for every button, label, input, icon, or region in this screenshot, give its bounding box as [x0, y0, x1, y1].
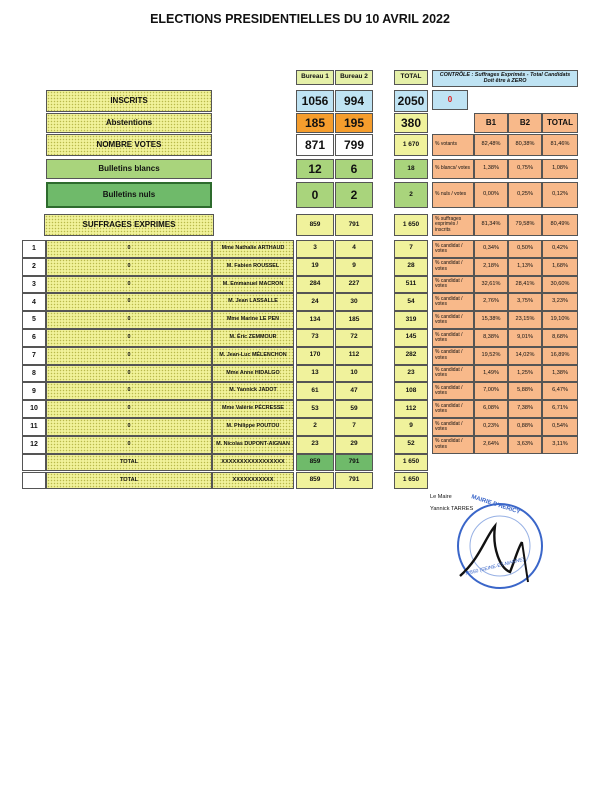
candidate-bureau1: 73	[296, 329, 334, 347]
total-total: 1 650	[394, 472, 428, 489]
candidate-number: 12	[22, 436, 46, 454]
total-label: TOTAL	[46, 472, 212, 489]
candidate-bureau2: 10	[335, 365, 373, 383]
pct-b1: 1,38%	[474, 159, 508, 179]
candidate-bureau2: 30	[335, 293, 373, 311]
candidate-name: M. Yannick JADOT	[212, 382, 294, 400]
candidate-zero: 0	[46, 365, 212, 383]
candidate-bureau1: 13	[296, 365, 334, 383]
pct-b1: 81,34%	[474, 214, 508, 236]
controle-box: CONTRÔLE : Suffrages Exprimés - Total Candidats Doit être à ZERO	[432, 70, 578, 87]
candidate-pct-label: % candidat / votes	[432, 276, 474, 294]
candidate-pct-label: % candidat / votes	[432, 311, 474, 329]
candidate-pct-total: 1,68%	[542, 258, 578, 276]
candidate-pct-b2: 0,88%	[508, 418, 542, 436]
total-bureau2: 791	[335, 472, 373, 489]
pct-total: 80,49%	[542, 214, 578, 236]
candidate-pct-b1: 0,34%	[474, 240, 508, 258]
candidate-zero: 0	[46, 258, 212, 276]
candidate-total: 23	[394, 365, 428, 383]
candidate-name: M. Emmanuel MACRON	[212, 276, 294, 294]
candidate-total: 28	[394, 258, 428, 276]
summary-label: INSCRITS	[46, 90, 212, 112]
candidate-bureau1: 61	[296, 382, 334, 400]
pct-header-total: TOTAL	[542, 113, 578, 133]
candidate-pct-label: % candidat / votes	[432, 365, 474, 383]
total-blank	[22, 454, 46, 471]
candidate-total: 112	[394, 400, 428, 418]
candidate-pct-total: 6,71%	[542, 400, 578, 418]
candidate-zero: 0	[46, 400, 212, 418]
candidate-pct-b2: 1,25%	[508, 365, 542, 383]
candidate-bureau1: 3	[296, 240, 334, 258]
candidate-name: M. Nicolas DUPONT-AIGNAN	[212, 436, 294, 454]
candidate-bureau2: 7	[335, 418, 373, 436]
candidate-name: Mme Marine LE PEN	[212, 311, 294, 329]
candidate-pct-b1: 8,38%	[474, 329, 508, 347]
summary-total: 2	[394, 182, 428, 208]
summary-total: 1 670	[394, 134, 428, 156]
candidate-pct-b1: 2,64%	[474, 436, 508, 454]
summary-bureau1: 859	[296, 214, 334, 236]
candidate-zero: 0	[46, 311, 212, 329]
pct-b1: 82,48%	[474, 134, 508, 156]
controle-value: 0	[432, 90, 468, 110]
candidate-name: Mme Nathalie ARTHAUD	[212, 240, 294, 258]
summary-total: 18	[394, 159, 428, 179]
candidate-pct-b1: 2,18%	[474, 258, 508, 276]
candidate-number: 2	[22, 258, 46, 276]
pct-header-b1: B1	[474, 113, 508, 133]
candidate-bureau2: 59	[335, 400, 373, 418]
summary-bureau2: 799	[335, 134, 373, 156]
pct-b2: 79,58%	[508, 214, 542, 236]
mayor-role: Le Maire	[430, 494, 452, 500]
summary-total: 380	[394, 113, 428, 133]
candidate-pct-total: 6,47%	[542, 382, 578, 400]
pct-total: 81,46%	[542, 134, 578, 156]
summary-bureau2: 994	[335, 90, 373, 112]
candidate-pct-b1: 19,52%	[474, 347, 508, 365]
pct-total: 0,12%	[542, 182, 578, 208]
candidate-name: M. Jean LASSALLE	[212, 293, 294, 311]
summary-bureau1: 0	[296, 182, 334, 208]
candidate-bureau1: 134	[296, 311, 334, 329]
mayor-name: Yannick TARRES	[430, 506, 474, 512]
candidate-bureau1: 19	[296, 258, 334, 276]
candidate-total: 108	[394, 382, 428, 400]
pct-b2: 80,38%	[508, 134, 542, 156]
candidate-total: 145	[394, 329, 428, 347]
candidate-number: 11	[22, 418, 46, 436]
candidate-pct-label: % candidat / votes	[432, 347, 474, 365]
candidate-pct-label: % candidat / votes	[432, 240, 474, 258]
candidate-pct-label: % candidat / votes	[432, 400, 474, 418]
candidate-bureau1: 284	[296, 276, 334, 294]
candidate-pct-total: 1,38%	[542, 365, 578, 383]
candidate-pct-b1: 6,08%	[474, 400, 508, 418]
summary-label: Bulletins blancs	[46, 159, 212, 179]
total-x: XXXXXXXXXXXXXXXXX	[212, 454, 294, 471]
total-bureau1: 859	[296, 472, 334, 489]
candidate-pct-label: % candidat / votes	[432, 382, 474, 400]
candidate-zero: 0	[46, 347, 212, 365]
summary-bureau1: 12	[296, 159, 334, 179]
candidate-number: 5	[22, 311, 46, 329]
summary-bureau2: 6	[335, 159, 373, 179]
candidate-total: 52	[394, 436, 428, 454]
candidate-pct-b2: 7,38%	[508, 400, 542, 418]
candidate-bureau2: 227	[335, 276, 373, 294]
page-title: ELECTIONS PRESIDENTIELLES DU 10 AVRIL 2022	[150, 12, 450, 26]
candidate-pct-label: % candidat / votes	[432, 293, 474, 311]
summary-label: Abstentions	[46, 113, 212, 133]
candidate-pct-b2: 5,88%	[508, 382, 542, 400]
candidate-pct-b2: 0,50%	[508, 240, 542, 258]
summary-label: SUFFRAGES EXPRIMES	[44, 214, 214, 236]
candidate-bureau2: 4	[335, 240, 373, 258]
candidate-pct-label: % candidat / votes	[432, 258, 474, 276]
candidate-zero: 0	[46, 276, 212, 294]
candidate-bureau1: 24	[296, 293, 334, 311]
header-bureau1: Bureau 1	[296, 70, 334, 85]
candidate-total: 7	[394, 240, 428, 258]
pct-label: % nuls / votes	[432, 182, 474, 208]
summary-total: 2050	[394, 90, 428, 112]
stamp-code: 77850 (SEINE-ET-MARNE)	[464, 556, 525, 578]
candidate-bureau2: 72	[335, 329, 373, 347]
candidate-bureau2: 47	[335, 382, 373, 400]
summary-bureau1: 1056	[296, 90, 334, 112]
candidate-name: M. Éric ZEMMOUR	[212, 329, 294, 347]
pct-b2: 0,75%	[508, 159, 542, 179]
candidate-bureau1: 170	[296, 347, 334, 365]
candidate-pct-b2: 9,01%	[508, 329, 542, 347]
candidate-name: M. Fabien ROUSSEL	[212, 258, 294, 276]
summary-label: NOMBRE VOTES	[46, 134, 212, 156]
candidate-number: 3	[22, 276, 46, 294]
summary-bureau2: 2	[335, 182, 373, 208]
candidate-pct-total: 30,60%	[542, 276, 578, 294]
total-bureau1: 859	[296, 454, 334, 471]
pct-b1: 0,00%	[474, 182, 508, 208]
pct-label: % suffrages exprimés / inscrits	[432, 214, 474, 236]
candidate-name: M. Philippe POUTOU	[212, 418, 294, 436]
candidate-zero: 0	[46, 329, 212, 347]
candidate-total: 282	[394, 347, 428, 365]
total-blank	[22, 472, 46, 489]
candidate-number: 4	[22, 293, 46, 311]
summary-bureau1: 185	[296, 113, 334, 133]
candidate-pct-b1: 15,38%	[474, 311, 508, 329]
summary-total: 1 650	[394, 214, 428, 236]
candidate-bureau1: 23	[296, 436, 334, 454]
candidate-total: 9	[394, 418, 428, 436]
candidate-zero: 0	[46, 293, 212, 311]
candidate-pct-total: 3,11%	[542, 436, 578, 454]
candidate-pct-total: 19,10%	[542, 311, 578, 329]
header-total: TOTAL	[394, 70, 428, 85]
candidate-bureau1: 2	[296, 418, 334, 436]
candidate-bureau2: 185	[335, 311, 373, 329]
candidate-pct-b2: 23,15%	[508, 311, 542, 329]
candidate-pct-total: 3,23%	[542, 293, 578, 311]
candidate-pct-label: % candidat / votes	[432, 436, 474, 454]
candidate-number: 6	[22, 329, 46, 347]
candidate-pct-b1: 2,76%	[474, 293, 508, 311]
summary-bureau2: 195	[335, 113, 373, 133]
signature-block	[420, 490, 580, 600]
candidate-zero: 0	[46, 382, 212, 400]
pct-label: % votants	[432, 134, 474, 156]
candidate-name: Mme Anne HIDALGO	[212, 365, 294, 383]
total-bureau2: 791	[335, 454, 373, 471]
candidate-pct-label: % candidat / votes	[432, 329, 474, 347]
candidate-bureau2: 29	[335, 436, 373, 454]
candidate-pct-b2: 1,13%	[508, 258, 542, 276]
candidate-pct-label: % candidat / votes	[432, 418, 474, 436]
candidate-number: 1	[22, 240, 46, 258]
candidate-total: 319	[394, 311, 428, 329]
candidate-bureau2: 9	[335, 258, 373, 276]
candidate-pct-b2: 28,41%	[508, 276, 542, 294]
summary-bureau2: 791	[335, 214, 373, 236]
stamp-text: MAIRIE D'HERICY	[470, 494, 521, 516]
candidate-pct-b1: 1,49%	[474, 365, 508, 383]
candidate-bureau2: 112	[335, 347, 373, 365]
summary-bureau1: 871	[296, 134, 334, 156]
candidate-pct-b2: 3,75%	[508, 293, 542, 311]
candidate-bureau1: 53	[296, 400, 334, 418]
candidate-total: 511	[394, 276, 428, 294]
candidate-pct-total: 0,42%	[542, 240, 578, 258]
candidate-pct-b1: 32,61%	[474, 276, 508, 294]
candidate-number: 7	[22, 347, 46, 365]
candidate-number: 8	[22, 365, 46, 383]
candidate-zero: 0	[46, 418, 212, 436]
header-bureau2: Bureau 2	[335, 70, 373, 85]
candidate-zero: 0	[46, 240, 212, 258]
candidate-pct-total: 8,68%	[542, 329, 578, 347]
candidate-pct-b1: 0,23%	[474, 418, 508, 436]
stamp-icon	[440, 498, 560, 598]
candidate-zero: 0	[46, 436, 212, 454]
pct-label: % blancs/ votes	[432, 159, 474, 179]
pct-header-b2: B2	[508, 113, 542, 133]
total-total: 1 650	[394, 454, 428, 471]
candidate-total: 54	[394, 293, 428, 311]
pct-total: 1,08%	[542, 159, 578, 179]
candidate-number: 10	[22, 400, 46, 418]
pct-b2: 0,25%	[508, 182, 542, 208]
summary-label: Bulletins nuls	[46, 182, 212, 208]
candidate-pct-total: 16,89%	[542, 347, 578, 365]
candidate-pct-total: 0,54%	[542, 418, 578, 436]
candidate-pct-b2: 14,02%	[508, 347, 542, 365]
candidate-pct-b2: 3,63%	[508, 436, 542, 454]
candidate-pct-b1: 7,00%	[474, 382, 508, 400]
candidate-name: M. Jean-Luc MÉLENCHON	[212, 347, 294, 365]
candidate-name: Mme Valérie PÉCRESSE	[212, 400, 294, 418]
candidate-number: 9	[22, 382, 46, 400]
total-x: XXXXXXXXXXX	[212, 472, 294, 489]
total-label: TOTAL	[46, 454, 212, 471]
